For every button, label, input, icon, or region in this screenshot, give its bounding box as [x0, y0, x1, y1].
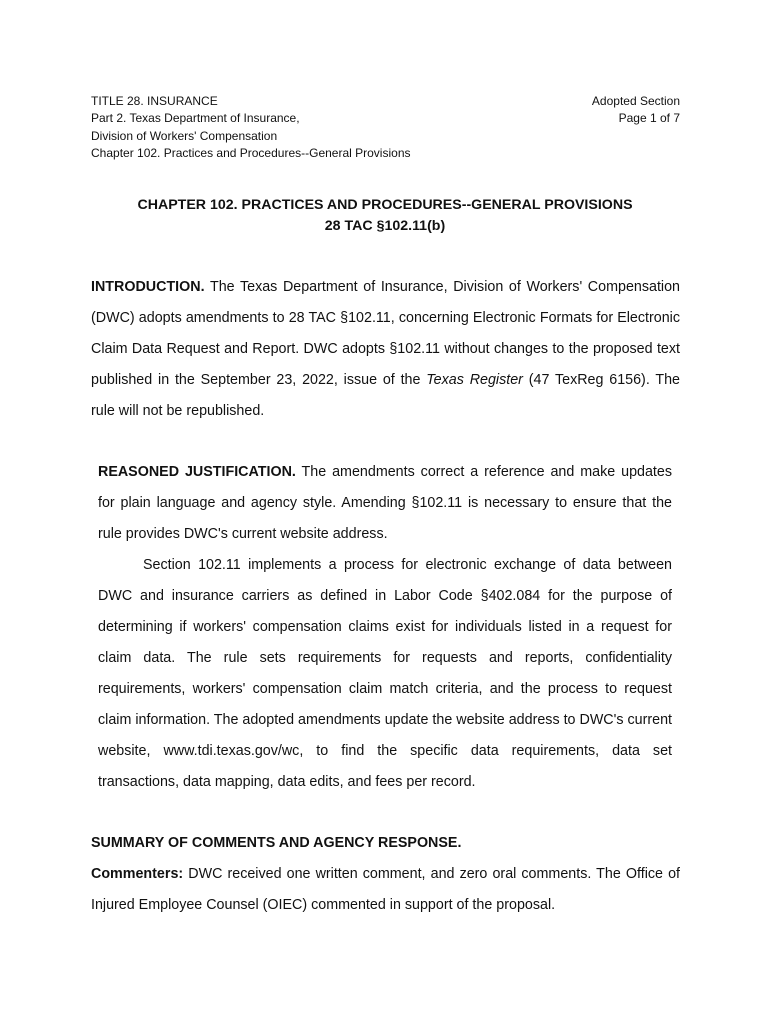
introduction-text-end: (47 TexReg 6156). The rule will not be republished.	[91, 372, 680, 419]
header-right	[592, 93, 680, 128]
introduction-italic-publication: Texas Register	[426, 372, 523, 388]
introduction-paragraph	[91, 272, 680, 427]
header-page-number: Page 1 of 7	[618, 111, 680, 126]
summary-heading: SUMMARY OF COMMENTS AND AGENCY RESPONSE.	[91, 835, 462, 851]
document-title	[0, 195, 770, 237]
reasoned-justification-label: REASONED JUSTIFICATION.	[98, 464, 296, 480]
section-description-paragraph: Section 102.11 implements a process for electronic exchange of data between DWC and insurance carriers as defined in Labor Code §402.084 for the purpose of determining if workers' compensation claims exist for individuals listed in a request for claim data. The rule sets requirements for requests and reports, confidentiality requirements, workers' compensation claim match criteria, and the process to request claim information. The adopted amendments update the website address to DWC's current website, www.tdi.texas.gov/wc, to find the specific data requirements, data set transactions, data mapping, data edits, and fees per record.	[98, 557, 672, 790]
header-adopted-section: Adopted Section	[591, 94, 680, 108]
header-part-line: Part 2. Texas Department of Insurance,	[91, 111, 300, 126]
header-left	[91, 93, 411, 162]
title-chapter: CHAPTER 102. PRACTICES AND PROCEDURES--GENERAL PROVISIONS	[137, 197, 633, 213]
introduction-label: INTRODUCTION.	[91, 279, 205, 295]
header-chapter-line: Chapter 102. Practices and Procedures--General Provisions	[91, 145, 411, 160]
introduction-text: The Texas Department of Insurance, Division of Workers' Compensation (DWC) adopts amendments to 28 TAC §102.11, concerning Electronic Formats for Electronic Claim Data Request and Report. DWC adopts §102.11 without changes to the proposed text published in the September 23, 2022, issue of the	[91, 279, 680, 388]
commenters-text: DWC received one written comment, and zero oral comments. The Office of Injured Employee Counsel (OIEC) commented in support of the proposal.	[91, 866, 680, 913]
reasoned-justification-paragraph	[98, 457, 672, 550]
header-division-line: Division of Workers' Compensation	[91, 128, 278, 143]
commenters-label: Commenters:	[91, 866, 184, 882]
header-title-line: TITLE 28. INSURANCE	[91, 94, 218, 108]
commenters-paragraph	[91, 859, 680, 921]
title-rule-citation: 28 TAC §102.11(b)	[324, 218, 446, 234]
reasoned-justification-text: The amendments correct a reference and make updates for plain language and agency style. Amending §102.11 is necessary to ensure that the rule provides DWC's current website address.	[98, 464, 672, 542]
